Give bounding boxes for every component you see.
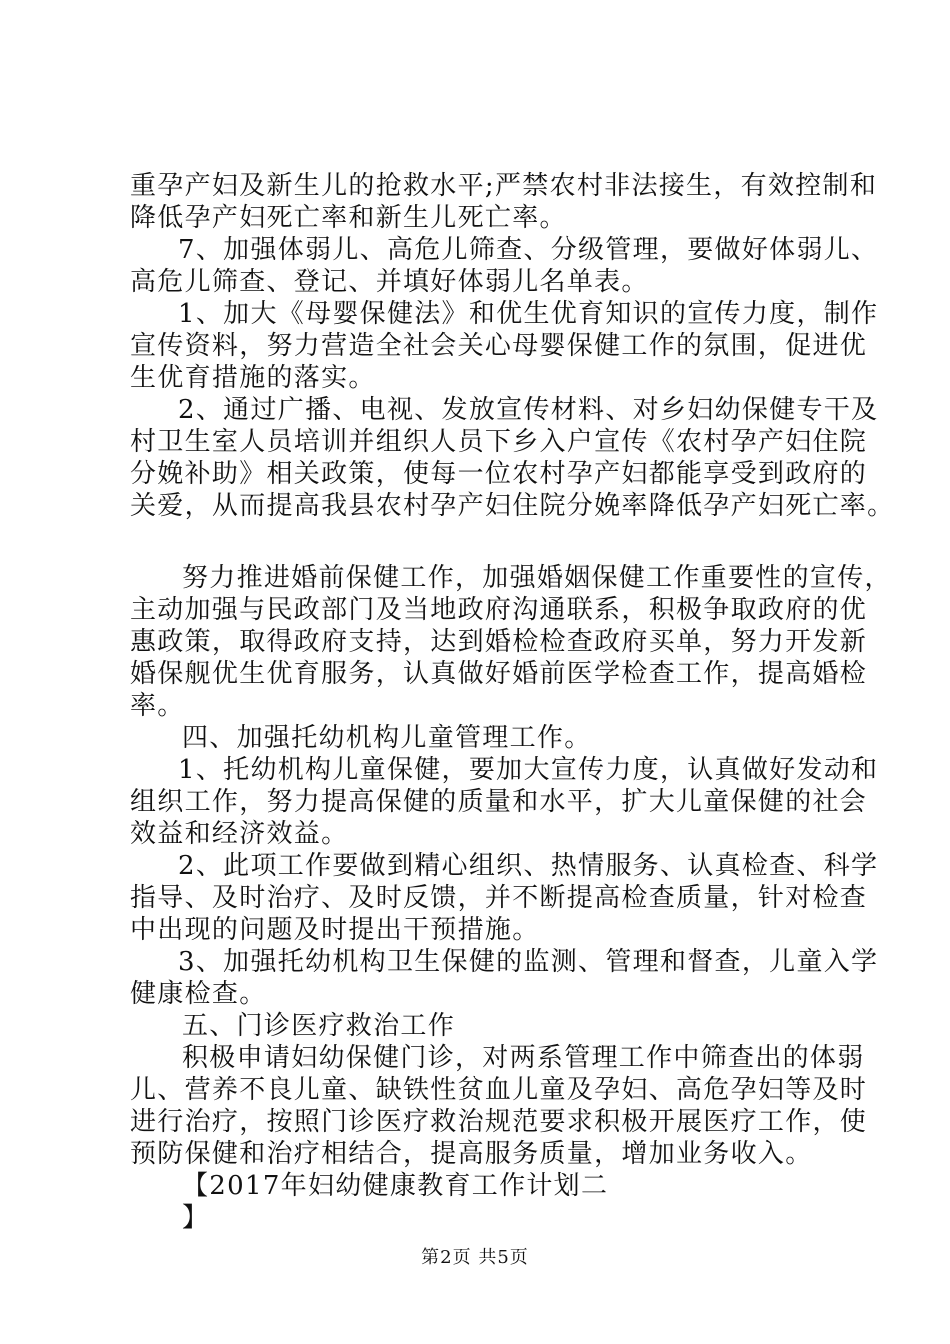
text-line: 3、加强托幼机构卫生保健的监测、管理和督查，儿童入学	[178, 947, 879, 977]
text-line: 村卫生室人员培训并组织人员下乡入户宣传《农村孕产妇住院	[130, 427, 868, 457]
text-line: 婚保舰优生优育服务，认真做好婚前医学检查工作，提高婚检	[130, 659, 868, 689]
text-line: 降低孕产妇死亡率和新生儿死亡率。	[130, 203, 567, 233]
text-line: 效益和经济效益。	[130, 819, 349, 849]
text-line: 进行治疗，按照门诊医疗救治规范要求积极开展医疗工作，使	[130, 1107, 868, 1137]
text-line: 重孕产妇及新生儿的抢救水平;严禁农村非法接生，有效控制和	[130, 171, 878, 201]
text-line: 2、通过广播、电视、发放宣传材料、对乡妇幼保健专干及	[178, 395, 879, 425]
section-heading: 五、门诊医疗救治工作	[182, 1011, 456, 1041]
text-line: 预防保健和治疗相结合，提高服务质量，增加业务收入。	[130, 1139, 813, 1169]
page-number: 第2页 共5页	[421, 1247, 529, 1268]
text-line: 7、加强体弱儿、高危儿筛查、分级管理，要做好体弱儿、	[178, 235, 879, 265]
text-line: 儿、营养不良儿童、缺铁性贫血儿童及孕妇、高危孕妇等及时	[130, 1075, 868, 1105]
document-body	[130, 170, 895, 1234]
text-line: 积极申请妇幼保健门诊，对两系管理工作中筛查出的体弱	[182, 1043, 865, 1073]
text-line: 主动加强与民政部门及当地政府沟通联系，积极争取政府的优	[130, 595, 868, 625]
plan-title-bracket: 】	[182, 1203, 210, 1233]
text-line: 高危儿筛查、登记、并填好体弱儿名单表。	[130, 267, 649, 297]
text-line: 1、加大《母婴保健法》和优生优育知识的宣传力度，制作	[178, 299, 879, 329]
text-line: 分娩补助》相关政策，使每一位农村孕产妇都能享受到政府的	[130, 459, 868, 489]
text-line: 组织工作，努力提高保健的质量和水平，扩大儿童保健的社会	[130, 787, 868, 817]
text-line: 1、托幼机构儿童保健，要加大宣传力度，认真做好发动和	[178, 755, 879, 785]
text-line: 2、此项工作要做到精心组织、热情服务、认真检查、科学	[178, 851, 879, 881]
text-line: 宣传资料，努力营造全社会关心母婴保健工作的氛围，促进优	[130, 331, 868, 361]
text-line: 努力推进婚前保健工作，加强婚姻保健工作重要性的宣传，	[182, 563, 892, 593]
text-line: 生优育措施的落实。	[130, 363, 376, 393]
text-line: 中出现的问题及时提出干预措施。	[130, 915, 540, 945]
text-line: 健康检查。	[130, 979, 267, 1009]
plan-title: 【2017年妇幼健康教育工作计划二	[182, 1171, 609, 1201]
section-heading: 四、加强托幼机构儿童管理工作。	[182, 723, 592, 753]
text-line: 关爱，从而提高我县农村孕产妇住院分娩率降低孕产妇死亡率。	[130, 491, 895, 521]
text-line: 指导、及时治疗、及时反馈，并不断提高检查质量，针对检查	[130, 883, 868, 913]
paragraph-gap	[130, 522, 830, 562]
text-line: 率。	[130, 691, 185, 721]
text-line: 惠政策，取得政府支持，达到婚检检查政府买单，努力开发新	[130, 627, 868, 657]
